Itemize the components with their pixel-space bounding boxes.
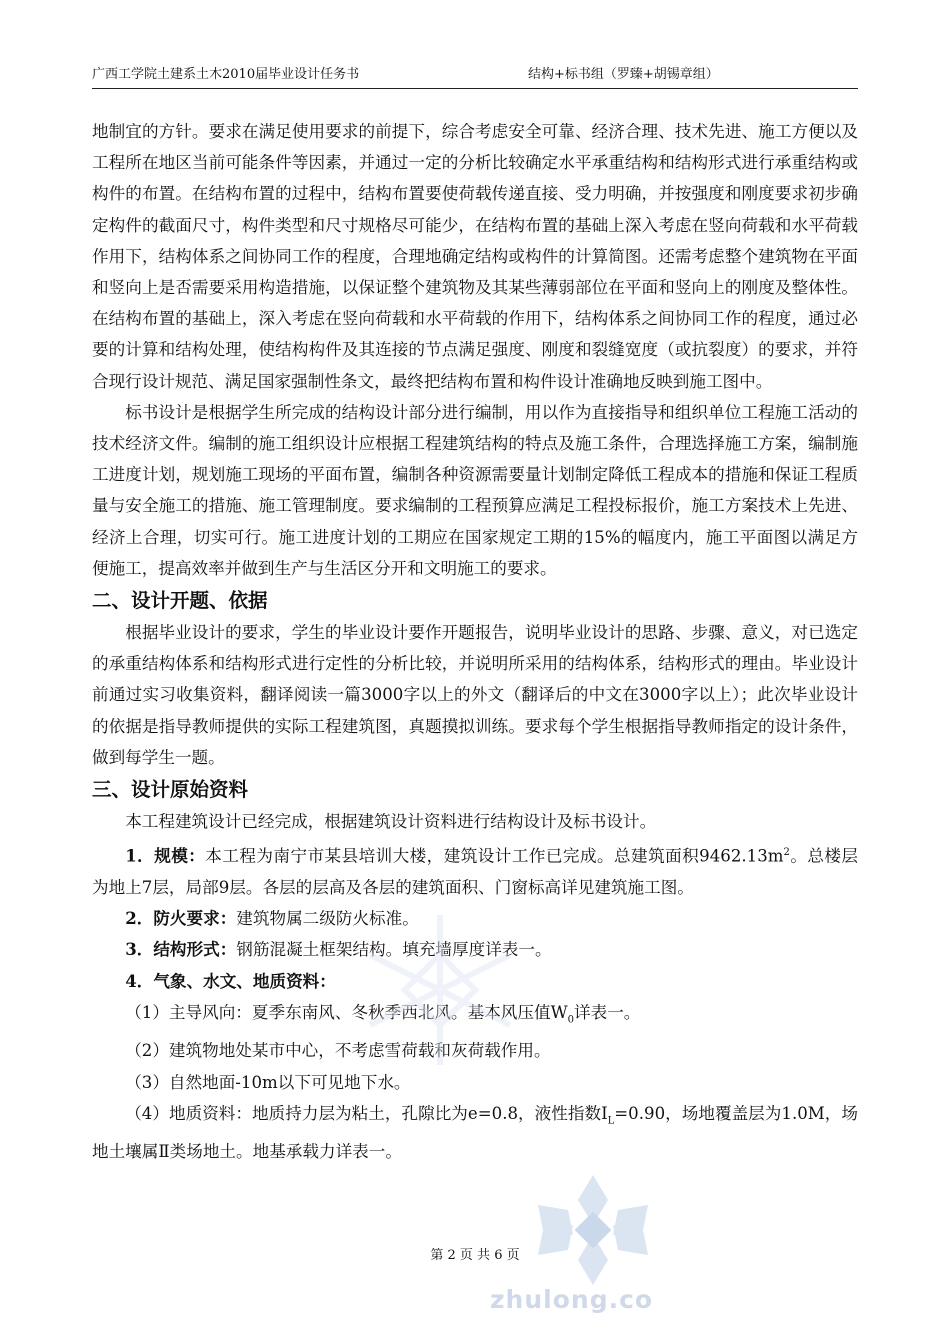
sub-item-geology-subscript: L [607,1115,615,1127]
item-structure-text: 钢筋混凝土框架结构。填充墙厚度详表一。 [236,940,552,960]
paragraph-opening-basis: 根据毕业设计的要求，学生的毕业设计要作开题报告，说明毕业设计的思路、步骤、意义，对已选定的承重结构体系和结构形式进行定性的分析比较，并说明所采用的结构体系，结构形式的理由。毕业设计前通过实习收集资料，翻译阅读一篇3000字以上的外文（翻译后的中文在3000字以上）；此次毕业设计的依据是指导教师提供的实际工程建筑图，真题摸拟训练。要求每个学生根据指导教师指定的设计条件，做到每学生一题。 [92,623,858,767]
paragraph-structure-layout: 地制宜的方针。要求在满足使用要求的前提下，综合考虑安全可靠、经济合理、技术先进、施工方便以及工程所在地区当前可能条件等因素，并通过一定的分析比较确定水平承重结构和结构形式进行承重结构或构件的布置。在结构布置的过程中，结构布置要使荷载传递直接、受力明确，并按强度和刚度要求初步确定构件的截面尺寸，构件类型和尺寸规格尽可能少，在结构布置的基础上深入考虑在竖向荷载和水平荷载作用下，结构体系之间协同工作的程度，合理地确定结构或构件的计算简图。还需考虑整个建筑物在平面和竖向上是否需要采用构造措施，以保证整个建筑物及其某些薄弱部位在平面和竖向上的刚度及整体性。在结构布置的基础上，深入考虑在竖向荷载和水平荷载的作用下，结构体系之间协同工作的程度，通过必要的计算和结构处理，使结构构件及其连接的节点满足强度、刚度和裂缝宽度（或抗裂度）的要求，并符合现行设计规范、满足国家强制性条文，最终把结构布置和构件设计准确地反映到施工图中。 [92,122,858,391]
item-scale-text-b: 。总楼层为地上7层，局部9层。各层的层高及各层的建筑面积、门窗标高详见建筑施工图。 [92,846,859,897]
section-heading-2: 二、设计开题、依据 [92,589,268,613]
item-scale-text-a: 本工程为南宁市某县培训大楼，建筑设计工作已完成。总建筑面积9462.13m [205,846,784,866]
item-fire-label: 2．防火要求： [125,908,237,929]
paragraph-original-data-intro: 本工程建筑设计已经完成，根据建筑设计资料进行结构设计及标书设计。 [125,812,657,832]
sub-item-geology-b: =0.90，场地覆盖层为1.0M，场地土壤属Ⅱ类场地土。地基承载力详表一。 [92,1103,858,1162]
header-left-title: 广西工学院土建系土木2010届毕业设计任务书 [92,67,360,82]
sub-item-wind-subscript: 0 [567,1014,575,1026]
header-right-group: 结构+标书组（罗臻+胡锡章组） [528,67,719,82]
section-heading-3: 三、设计原始资料 [92,778,249,802]
item-scale-label: 1．规模： [125,845,206,866]
watermark-text: zhulong.co [490,1285,654,1314]
sub-item-groundwater: （3）自然地面-10m以下可见地下水。 [125,1072,411,1092]
sub-item-snow: （2）建筑物地处某市中心，不考虑雪荷载和灰荷载作用。 [125,1041,551,1061]
item-structure-label: 3．结构形式： [125,939,237,960]
sub-item-wind-b: 详表一。 [574,1002,641,1022]
item-climate-label: 4．气象、水文、地质资料： [125,970,336,991]
watermark-snowflake-faint [340,905,540,1075]
watermark-snowflake-icon [528,1170,658,1290]
sub-item-wind-a: （1）主导风向：夏季东南风、冬秋季西北风。基本风压值W [125,1002,568,1022]
item-scale [92,837,858,903]
sub-item-geology-a: （4）地质资料：地质持力层为粘土，孔隙比为e=0.8，液性指数I [125,1103,608,1123]
paragraph-bid-design: 标书设计是根据学生所完成的结构设计部分进行编制，用以作为直接指导和组织单位工程施工活动的技术经济文件。编制的施工组织设计应根据工程建筑结构的特点及施工条件，合理选择施工方案，编制施工进度计划，规划施工现场的平面布置，编制各种资源需要量计划制定降低工程成本的措施和保证工程质量与安全施工的措施、施工管理制度。要求编制的工程预算应满足工程投标报价，施工方案技术上先进、经济上合理，切实可行。施工进度计划的工期应在国家规定工期的15%的幅度内，施工平面图以满足方便施工，提高效率并做到生产与生活区分开和文明施工的要求。 [92,402,858,578]
sub-item-geology [92,1098,858,1168]
page-header [92,64,858,89]
item-scale-superscript: 2 [783,847,790,859]
page-footer: 第 2 页 共 6 页 [430,1248,520,1263]
item-fire-text: 建筑物属二级防火标准。 [236,909,419,929]
